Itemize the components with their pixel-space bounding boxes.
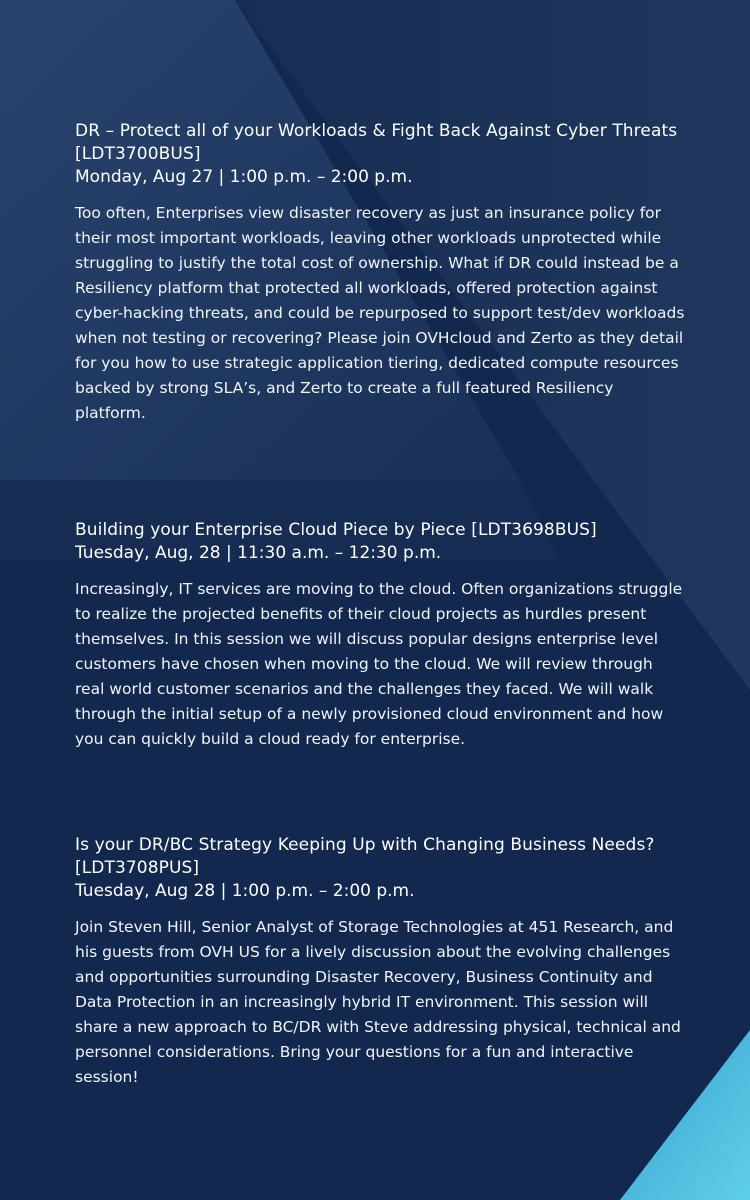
- session-title: Building your Enterprise Cloud Piece by Piece [LDT3698BUS]: [75, 520, 597, 540]
- session-title: Is your DR/BC Strategy Keeping Up with Changing Business Needs? [LDT3708PUS]: [75, 835, 655, 878]
- session-description: Join Steven Hill, Senior Analyst of Storage Technologies at 451 Research, and his guests from OVH US for a lively discussion about the evolving challenges and opportunities surrounding Disaster Recovery, Business Continuity and Data Protection in an increasingly hybrid IT environment. This session will share a new approach to BC/DR with Steve addressing physical, technical and personnel considerations. Bring your questions for a fun and interactive session!: [75, 918, 681, 1086]
- session-list: [75, 120, 685, 1090]
- session-1: [75, 120, 685, 426]
- session-description: Too often, Enterprises view disaster recovery as just an insurance policy for their most important workloads, leaving other workloads unprotected while struggling to justify the total cost of ownership. What if DR could instead be a Resiliency platform that protected all workloads, offered protection against cyber-hacking threats, and could be repurposed to support test/dev workloads when not testing or recovering? Please join OVHcloud and Zerto as they detail for you how to use strategic application tiering, dedicated compute resources backed by strong SLA’s, and Zerto to create a full featured Resiliency platform.: [75, 204, 685, 422]
- session-time: Tuesday, Aug 28 | 1:00 p.m. – 2:00 p.m.: [75, 881, 415, 901]
- session-time: Tuesday, Aug, 28 | 11:30 a.m. – 12:30 p.m.: [75, 543, 442, 563]
- session-3: [75, 834, 685, 1090]
- spacer: [75, 426, 685, 519]
- spacer: [75, 752, 685, 834]
- session-2: [75, 519, 685, 752]
- session-description: Increasingly, IT services are moving to the cloud. Often organizations struggle to realize the projected benefits of their cloud projects as hurdles present themselves. In this session we will discuss popular designs enterprise level customers have chosen when moving to the cloud. We will review through real world customer scenarios and the challenges they faced. We will walk through the initial setup of a newly provisioned cloud environment and how you can quickly build a cloud ready for enterprise.: [75, 580, 683, 748]
- session-time: Monday, Aug 27 | 1:00 p.m. – 2:00 p.m.: [75, 167, 413, 187]
- session-title: DR – Protect all of your Workloads & Fight Back Against Cyber Threats [LDT3700BUS]: [75, 121, 678, 164]
